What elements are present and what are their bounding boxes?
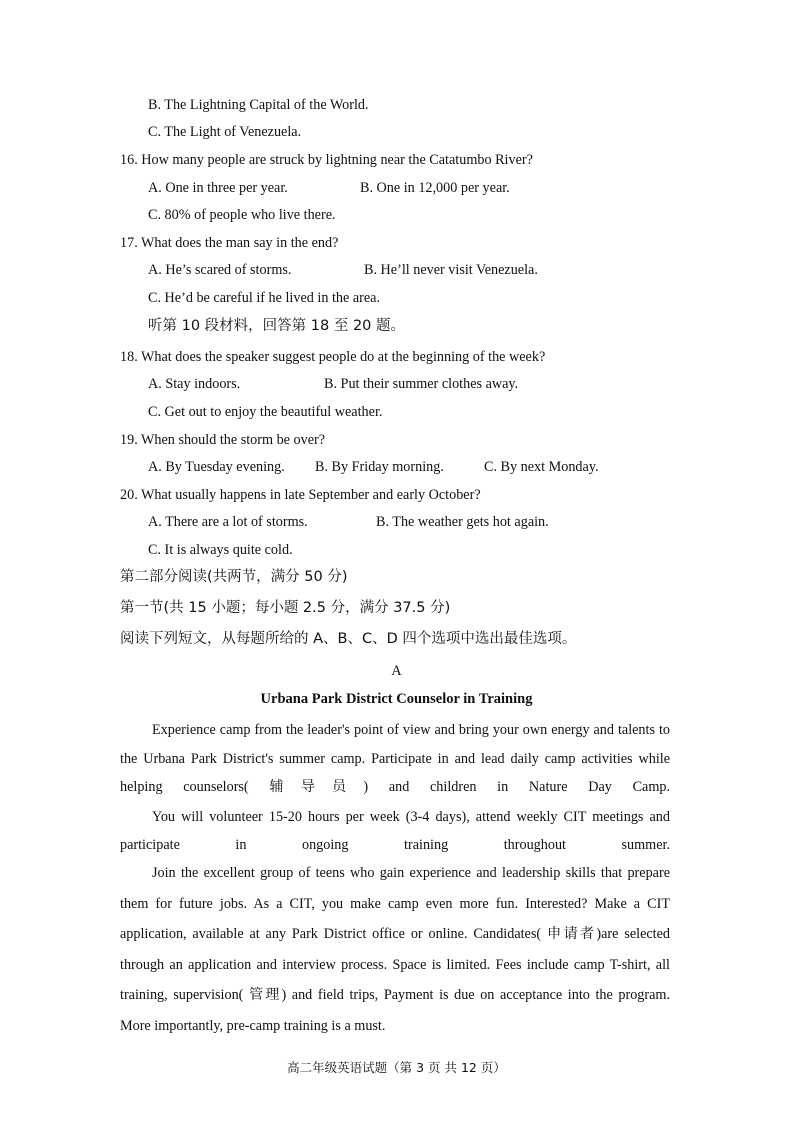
q15-option-c: C. The Light of Venezuela. bbox=[148, 124, 302, 140]
passage-paragraph-1: Experience camp from the leader's point of view and bring your own energy and talents to the Urbana Park District's summer camp. Participate in and lead daily camp activities while helping counselors( 辅导员) and children in Nature Day Camp. bbox=[120, 722, 670, 795]
q17-option-c: C. He’d be careful if he lived in the area. bbox=[148, 290, 381, 306]
q20-option-c: C. It is always quite cold. bbox=[148, 542, 293, 558]
q16-option-b: B. One in 12,000 per year. bbox=[360, 180, 510, 196]
q17-option-b: B. He’ll never visit Venezuela. bbox=[364, 262, 538, 278]
q15-option-b: B. The Lightning Capital of the World. bbox=[148, 97, 369, 113]
page-footer: 高二年级英语试题（第 3 页 共 12 页） bbox=[287, 1060, 506, 1075]
part-two-heading: 第二部分阅读(共两节，满分 50 分) bbox=[120, 569, 348, 585]
q19-option-b: B. By Friday morning. bbox=[315, 459, 444, 475]
q20-option-a: A. There are a lot of storms. bbox=[148, 514, 308, 530]
q19-option-a: A. By Tuesday evening. bbox=[148, 459, 285, 475]
passage-letter: A bbox=[391, 663, 402, 679]
passage-paragraph-2: You will volunteer 15-20 hours per week (3-4 days), attend weekly CIT meetings and participate in ongoing training throughout summer. bbox=[120, 809, 670, 853]
q16-option-c: C. 80% of people who live there. bbox=[148, 207, 336, 223]
passage-title: Urbana Park District Counselor in Training bbox=[260, 691, 533, 707]
q18-question: 18. What does the speaker suggest people do at the beginning of the week? bbox=[120, 349, 546, 365]
q19-option-c: C. By next Monday. bbox=[484, 459, 599, 475]
q16-option-a: A. One in three per year. bbox=[148, 180, 288, 196]
q17-option-a: A. He’s scared of storms. bbox=[148, 262, 292, 278]
q18-option-a: A. Stay indoors. bbox=[148, 376, 241, 392]
section10-instruction: 听第 10 段材料，回答第 18 至 20 题。 bbox=[148, 318, 406, 334]
q18-option-b: B. Put their summer clothes away. bbox=[324, 376, 519, 392]
reading-instruction: 阅读下列短文，从每题所给的 A、B、C、D 四个选项中选出最佳选项。 bbox=[120, 631, 577, 647]
q17-question: 17. What does the man say in the end? bbox=[120, 235, 339, 251]
q16-question: 16. How many people are struck by lightning near the Catatumbo River? bbox=[120, 152, 533, 168]
q20-question: 20. What usually happens in late September and early October? bbox=[120, 487, 481, 503]
q20-option-b: B. The weather gets hot again. bbox=[376, 514, 549, 530]
q19-question: 19. When should the storm be over? bbox=[120, 432, 326, 448]
section-one-heading: 第一节(共 15 小题；每小题 2.5 分，满分 37.5 分) bbox=[120, 600, 451, 616]
passage-paragraph-3: Join the excellent group of teens who gain experience and leadership skills that prepare them for future jobs. As a CIT, you make camp even more fun. Interested? Make a CIT application, available at any Park District office or online. Candidates( 申请者)are selected through an application and interview process. Space is limited. Fees include camp T-shirt, all training, supervision( 管理) and field trips, Payment is due on acceptance into the program. More importantly, pre-camp training is a must. bbox=[120, 865, 670, 1034]
q18-option-c: C. Get out to enjoy the beautiful weather. bbox=[148, 404, 383, 420]
